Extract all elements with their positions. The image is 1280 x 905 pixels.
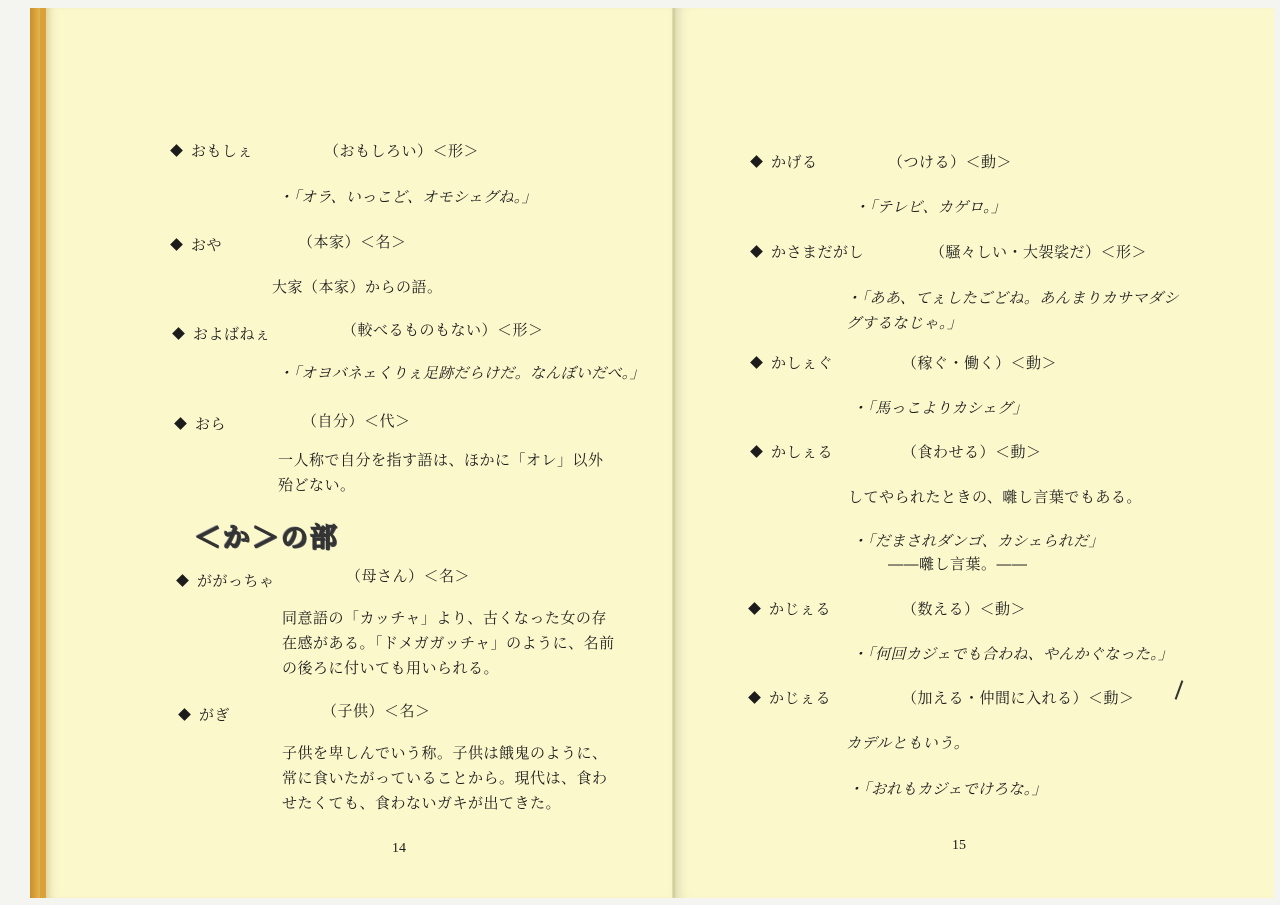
headword-text: かしぇぐ bbox=[771, 354, 834, 372]
headword-text: かじぇる bbox=[769, 600, 832, 618]
entry-headword bbox=[180, 704, 230, 725]
entry-headword bbox=[752, 151, 818, 172]
diamond-bullet-icon bbox=[174, 417, 187, 430]
diamond-bullet-icon bbox=[748, 602, 761, 615]
entry-gloss: （数える）＜動＞ bbox=[902, 600, 1027, 618]
entry-example: ・「おれもカジェでけろな。」 bbox=[848, 780, 1047, 798]
entry-note: 同意語の「カッチャ」より、古くなった女の存在感がある。「ドメガガッチャ」のように、名前の後ろに付いても用いられる。 bbox=[282, 609, 615, 677]
entry-note: カデルともいう。 bbox=[846, 734, 970, 752]
entry-example: ・「オラ、いっこど、オモシェグね。」 bbox=[278, 188, 537, 206]
entry-example: ・「オヨバネェくりぇ足跡だらけだ。なんぼいだべ。」 bbox=[278, 364, 645, 382]
entry-headword bbox=[174, 323, 271, 344]
diamond-bullet-icon bbox=[748, 691, 761, 704]
diamond-bullet-icon bbox=[170, 238, 183, 251]
entry-gloss: （食わせる）＜動＞ bbox=[902, 443, 1042, 461]
diamond-bullet-icon bbox=[170, 144, 183, 157]
diamond-bullet-icon bbox=[172, 327, 185, 340]
entry-example: ・「テレビ、カゲロ。」 bbox=[854, 198, 1007, 216]
entry-note: 子供を卑しんでいう称。子供は餓鬼のように、常に食いたがっていることから。現代は、食わせたくても、食わないガキが出てきた。 bbox=[282, 744, 608, 812]
diamond-bullet-icon bbox=[750, 245, 763, 258]
entry-headword bbox=[172, 234, 222, 255]
entry-gloss: （加える・仲間に入れる）＜動＞ bbox=[902, 689, 1135, 707]
entry-example: ・「ああ、てぇしたごどね。あんまりカサマダシグするなじゃ。」 bbox=[846, 289, 1179, 332]
entry-example: ・「何回カジェでも合わね、やんかぐなった。」 bbox=[852, 645, 1174, 663]
entry-headword bbox=[178, 570, 275, 591]
book-edge bbox=[30, 8, 40, 898]
left-page bbox=[40, 8, 678, 898]
headword-text: かじぇる bbox=[769, 689, 832, 707]
headword-text: おら bbox=[195, 415, 227, 433]
entry-note: 一人称で自分を指す語は、ほかに「オレ」以外殆どない。 bbox=[278, 451, 604, 494]
entry-headword bbox=[752, 441, 833, 462]
entry-example: ・「馬っこよりカシェグ」 bbox=[852, 399, 1028, 417]
entry-gloss: （母さん）＜名＞ bbox=[346, 567, 471, 585]
scan-speck bbox=[1175, 680, 1184, 699]
entry-gloss: （較べるものもない）＜形＞ bbox=[342, 321, 544, 339]
diamond-bullet-icon bbox=[176, 574, 189, 587]
entry-headword bbox=[176, 413, 226, 434]
entry-gloss: （本家）＜名＞ bbox=[298, 233, 407, 251]
diamond-bullet-icon bbox=[750, 155, 763, 168]
entry-headword bbox=[172, 140, 253, 161]
page-number: 14 bbox=[392, 841, 406, 856]
entry-sub-note: ――囃し言葉。―― bbox=[888, 555, 1028, 573]
entry-gloss: （つける）＜動＞ bbox=[888, 153, 1013, 171]
headword-text: おもしぇ bbox=[191, 142, 254, 160]
entry-gloss: （自分）＜代＞ bbox=[302, 412, 411, 430]
entry-headword bbox=[750, 687, 831, 708]
diamond-bullet-icon bbox=[178, 708, 191, 721]
headword-text: がぎ bbox=[199, 706, 231, 724]
headword-text: おや bbox=[191, 236, 223, 254]
headword-text: かげる bbox=[771, 153, 818, 171]
entry-gloss: （おもしろい）＜形＞ bbox=[324, 142, 480, 160]
diamond-bullet-icon bbox=[750, 356, 763, 369]
entry-note: 大家（本家）からの語。 bbox=[272, 278, 443, 296]
entry-note: してやられたときの、囃し言葉でもある。 bbox=[848, 488, 1142, 506]
entry-example: ・「だまされダンゴ、カシェられだ」 bbox=[852, 532, 1104, 550]
section-title: ＜か＞の部 bbox=[194, 523, 339, 554]
entry-headword bbox=[752, 352, 833, 373]
headword-text: ががっちゃ bbox=[197, 572, 275, 590]
page-number: 15 bbox=[952, 838, 966, 853]
entry-gloss: （子供）＜名＞ bbox=[322, 702, 431, 720]
headword-text: かさまだがし bbox=[771, 243, 865, 261]
headword-text: かしぇる bbox=[771, 443, 834, 461]
entry-headword bbox=[752, 241, 864, 262]
entry-headword bbox=[750, 598, 831, 619]
entry-gloss: （稼ぐ・働く）＜動＞ bbox=[902, 354, 1058, 372]
diamond-bullet-icon bbox=[750, 445, 763, 458]
entry-gloss: （騒々しい・大袈裟だ）＜形＞ bbox=[930, 243, 1148, 261]
right-page bbox=[676, 8, 1274, 898]
headword-text: およばねぇ bbox=[193, 325, 271, 343]
